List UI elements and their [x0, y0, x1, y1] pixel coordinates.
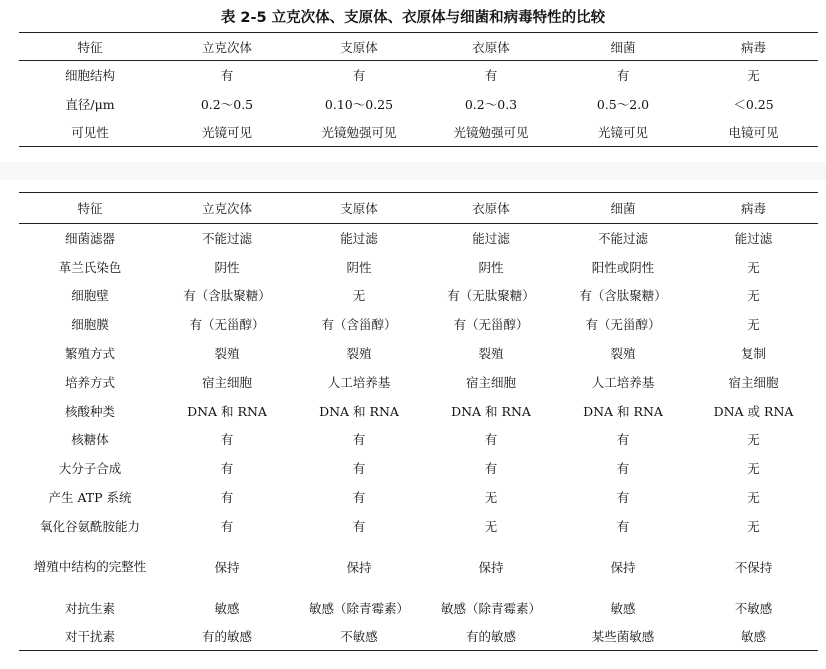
table-cell: 有 [352, 490, 366, 506]
comparison-table-1 [19, 32, 818, 147]
table-row [19, 252, 818, 281]
table-cell: 有 [616, 518, 630, 534]
table-cell: 有 [616, 461, 630, 477]
table-cell: 光镜勉强可见 [453, 124, 529, 140]
table-cell: DNA 和 RNA [187, 403, 267, 419]
table-cell: 无 [747, 461, 760, 477]
table-cell: 无 [484, 518, 498, 534]
table-cell: 无 [747, 68, 760, 84]
row-label: 对抗生素 [64, 600, 115, 616]
column-header: 支原体 [293, 193, 425, 224]
table-cell: 有 [220, 461, 234, 477]
table-cell: 能过滤 [734, 231, 773, 247]
table-row [19, 281, 818, 310]
column-header: 特征 [19, 193, 161, 224]
table-cell: 有 [616, 432, 630, 448]
table-cell: 无 [747, 490, 760, 506]
table-row [19, 425, 818, 454]
row-label: 核糖体 [71, 432, 109, 448]
table-cell: 敏感 [610, 600, 636, 616]
row-label: 繁殖方式 [64, 346, 115, 362]
table-cell: DNA 或 RNA [713, 403, 794, 419]
table-cell: 有 [352, 461, 366, 477]
table-cell: 有 [484, 461, 498, 477]
table-cell: 有 [484, 68, 498, 84]
table-row [19, 89, 818, 118]
table-cell: 宿主细胞 [201, 374, 252, 390]
column-header: 支原体 [293, 33, 425, 61]
table-row [19, 339, 818, 368]
comparison-table-2 [19, 192, 818, 651]
table-row [19, 511, 818, 540]
column-header: 立克次体 [161, 33, 293, 61]
table-cell: DNA 和 RNA [583, 403, 663, 419]
table-cell: 有（含甾醇） [321, 317, 397, 333]
table-row [19, 593, 818, 622]
table-cell: 有（含肽聚糖） [183, 288, 271, 304]
table-cell: 无 [484, 490, 498, 506]
column-header: 细菌 [557, 33, 689, 61]
table-cell: 无 [747, 518, 760, 534]
table-cell: 光镜可见 [597, 124, 648, 140]
table-cell: 不保持 [734, 559, 773, 575]
table-cell: 无 [747, 317, 760, 333]
table-cell: 某些菌敏感 [591, 629, 655, 645]
column-header: 病毒 [689, 33, 818, 61]
table-cell: 敏感（除青霉素） [308, 600, 409, 616]
column-header: 立克次体 [161, 193, 293, 224]
table-cell: 有 [352, 518, 366, 534]
table-cell: DNA 和 RNA [319, 403, 399, 419]
table-cell: 有（无甾醇） [453, 317, 529, 333]
row-label: 细胞壁 [71, 288, 109, 304]
row-label: 革兰氏染色 [58, 259, 122, 275]
table-cell: 有（含肽聚糖） [579, 288, 667, 304]
column-header: 衣原体 [425, 193, 557, 224]
table-cell: 保持 [478, 559, 504, 575]
table-title: 表 2-5 立克次体、支原体、衣原体与细菌和病毒特性的比较 [220, 10, 606, 26]
column-header: 细菌 [557, 193, 689, 224]
table-header-row [19, 33, 818, 61]
table-cell: 无 [352, 288, 366, 304]
row-label: 细胞结构 [64, 68, 115, 84]
table-cell: 有 [220, 518, 234, 534]
table-cell: 0.2～0.3 [464, 96, 518, 112]
table-cell: 电镜可见 [728, 124, 779, 140]
table-cell: 不敏感 [734, 600, 773, 616]
table-row [19, 483, 818, 512]
table-cell: 有 [616, 490, 630, 506]
table-row [19, 396, 818, 425]
row-label: 培养方式 [64, 374, 115, 390]
table-cell: 保持 [610, 559, 636, 575]
table-cell: 有（无肽聚糖） [447, 288, 535, 304]
table-row [19, 540, 818, 593]
table-cell: 裂殖 [214, 346, 240, 362]
table-cell: 人工培养基 [327, 374, 391, 390]
table-cell: 复制 [740, 346, 766, 362]
table-cell: 阳性或阴性 [591, 259, 655, 275]
row-label: 核酸种类 [64, 403, 115, 419]
table-cell: 能过滤 [472, 231, 510, 247]
table-cell: 阴性 [214, 259, 240, 275]
row-label: 可见性 [71, 124, 109, 140]
column-header: 特征 [19, 33, 161, 61]
table-cell: 阴性 [478, 259, 504, 275]
row-label: 产生 ATP 系统 [48, 490, 132, 506]
table-cell: DNA 和 RNA [451, 403, 531, 419]
table-cell: 不能过滤 [201, 231, 252, 247]
table-cell: 无 [747, 288, 760, 304]
table-cell: 有 [220, 490, 234, 506]
table-cell: 有 [484, 432, 498, 448]
table-cell: 有 [352, 68, 366, 84]
table-row [19, 61, 818, 90]
row-label: 氧化谷氨酰胺能力 [39, 518, 140, 534]
table-cell: 无 [747, 259, 760, 275]
column-header: 衣原体 [425, 33, 557, 61]
table-row [19, 310, 818, 339]
table-cell: 敏感（除青霉素） [440, 600, 541, 616]
row-label: 细菌滤器 [64, 231, 115, 247]
table-cell: 有 [616, 68, 630, 84]
table-cell: 裂殖 [478, 346, 504, 362]
table-cell: 0.2～0.5 [200, 96, 254, 112]
table-cell: 敏感 [740, 629, 766, 645]
table-cell: 敏感 [214, 600, 240, 616]
table-cell: 保持 [214, 559, 240, 575]
table-cell: 有 [220, 68, 234, 84]
table-row [19, 622, 818, 651]
row-label: 对干扰素 [64, 629, 115, 645]
table-cell: ＜0.25 [733, 96, 774, 112]
table-header-row [19, 193, 818, 224]
table-cell: 宿主细胞 [465, 374, 516, 390]
row-label: 细胞膜 [71, 317, 109, 333]
table-row [19, 454, 818, 483]
table-cell: 裂殖 [610, 346, 636, 362]
table-cell: 0.10～0.25 [324, 96, 394, 112]
table-row [19, 224, 818, 253]
table-cell: 有的敏感 [465, 629, 516, 645]
table-cell: 不能过滤 [597, 231, 648, 247]
table-cell: 不敏感 [340, 629, 378, 645]
row-label: 增殖中结构的完整性 [33, 558, 147, 574]
table-cell: 人工培养基 [591, 374, 655, 390]
table-cell: 光镜可见 [201, 124, 252, 140]
table-cell: 保持 [346, 559, 372, 575]
table-row [19, 118, 818, 147]
table-cell: 光镜勉强可见 [321, 124, 397, 140]
table-cell: 有 [220, 432, 234, 448]
table-cell: 无 [747, 432, 760, 448]
table-cell: 阴性 [346, 259, 372, 275]
column-header: 病毒 [689, 193, 818, 224]
table-cell: 有（无甾醇） [585, 317, 661, 333]
row-label: 大分子合成 [58, 461, 122, 477]
table-cell: 有（无甾醇） [189, 317, 265, 333]
row-label: 直径/μm [65, 96, 115, 112]
table-cell: 0.5～2.0 [596, 96, 650, 112]
table-cell: 有 [352, 432, 366, 448]
table-cell: 宿主细胞 [728, 374, 779, 390]
table-cell: 能过滤 [340, 231, 378, 247]
table-cell: 裂殖 [346, 346, 372, 362]
table-cell: 有的敏感 [201, 629, 252, 645]
table-row [19, 367, 818, 396]
